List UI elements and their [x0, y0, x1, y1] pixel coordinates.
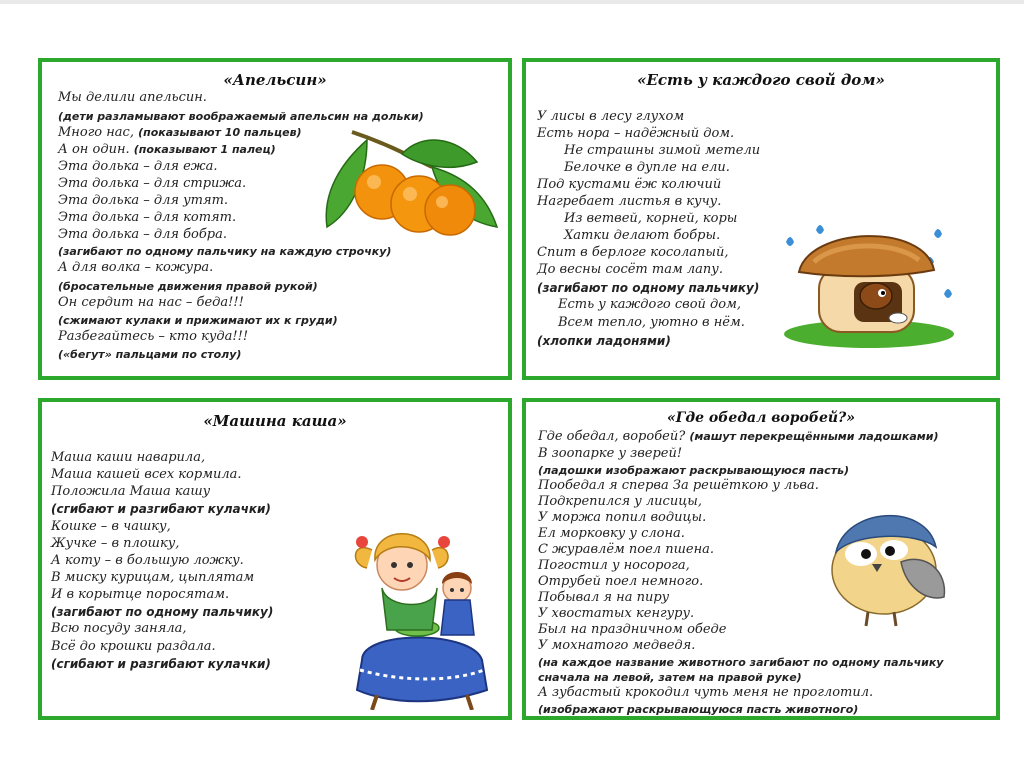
poem-line: Кошке – в чашку,: [51, 519, 171, 534]
poem-line: Разбегайтесь – кто куда!!!: [58, 329, 249, 344]
instruction-line: (хлопки ладонями): [537, 334, 671, 348]
poem-line: Он сердит на нас – беда!!!: [58, 295, 244, 310]
sparrow-illustration: [816, 492, 956, 632]
poem-line: Не страшны зимой метели: [564, 143, 761, 158]
poem-line: Эта долька – для котят.: [58, 210, 237, 225]
poem-line: У мохнатого медведя.: [538, 638, 696, 653]
poem-line: Отрубей поел немного.: [538, 574, 704, 589]
poem-line: Есть нора – надёжный дом.: [537, 126, 735, 141]
poem-line: Есть у каждого свой дом,: [558, 297, 742, 312]
instruction-line: (сгибают и разгибают кулачки): [51, 502, 271, 516]
poem-line: Эта долька – для ежа.: [58, 159, 218, 174]
card-orange: [38, 58, 512, 380]
poem-text: А он один.: [58, 142, 134, 157]
poem-line: Эта долька – для утят.: [58, 193, 229, 208]
poem-line: Был на праздничном обеде: [538, 622, 727, 637]
instruction-text: пальцами по столу): [115, 348, 242, 361]
instruction-line: (ладошки изображают раскрывающуюся пасть): [538, 464, 850, 477]
poem-line: Спит в берлоге косолапый,: [537, 245, 729, 260]
instruction-text: (показывают 1 палец): [133, 143, 276, 156]
poem-line: Белочке в дупле на ели.: [564, 160, 730, 175]
instruction-line: (дети разламывают воображаемый апельсин на дольки): [58, 110, 424, 123]
instruction-line: (загибают по одному пальчику): [537, 281, 760, 295]
instruction-line: (изображают раскрывающуюся пасть животного): [538, 703, 859, 716]
instruction-text: (показывают 10 пальцев): [138, 126, 302, 139]
top-strip: [0, 0, 1024, 4]
poem-line: В зоопарке у зверей!: [538, 446, 683, 461]
poem-line: В миску курицам, цыплятам: [51, 570, 255, 585]
card-title: «Есть у каждого свой дом»: [637, 71, 885, 89]
girl-feeding-doll-illustration: [342, 510, 502, 710]
poem-line: У моржа попил водицы.: [538, 510, 707, 525]
poem-line: Под кустами ёж колючий: [537, 177, 722, 192]
poem-line: А зубастый крокодил чуть меня не проглотил.: [538, 685, 874, 700]
poem-line: Мы делили апельсин.: [58, 90, 207, 105]
poem-line: Побывал я на пиру: [538, 590, 670, 605]
poem-line: У хвостатых кенгуру.: [538, 606, 695, 621]
poem-line: Нагребает листья в кучу.: [537, 194, 722, 209]
poem-line: Пообедал я сперва За решёткою у льва.: [538, 478, 819, 493]
instruction-line: сначала на левой, затем на правой руке): [538, 671, 802, 684]
instruction-line: (загибают по одному пальчику): [51, 605, 274, 619]
instruction-text: (машут перекрещёнными ладошками): [689, 430, 939, 443]
poem-line: [58, 125, 302, 140]
card-title: «Где обедал воробей?»: [666, 410, 856, 426]
instruction-line: (сжимают кулаки и прижимают их к груди): [58, 314, 338, 327]
poem-line: Ел морковку у слона.: [538, 526, 685, 541]
poem-line: Подкрепился у лисицы,: [538, 494, 702, 509]
poem-line: Маша кашей всех кормила.: [51, 467, 242, 482]
poem-text: Много нас,: [58, 125, 139, 140]
poem-line: Маша каши наварила,: [51, 450, 206, 465]
poem-line: До весны сосёт там лапу.: [537, 262, 723, 277]
poem-line: Положила Маша кашу: [51, 484, 211, 499]
poem-line: Хатки делают бобры.: [564, 228, 721, 243]
poem-line: А для волка – кожура.: [58, 260, 214, 275]
poem-line: У лисы в лесу глухом: [537, 109, 685, 124]
instruction-line: (сгибают и разгибают кулачки): [51, 657, 271, 671]
poem-text: Где обедал, воробей?: [538, 429, 690, 444]
poem-line: А коту – в большую ложку.: [51, 553, 244, 568]
instruction-line: (бросательные движения правой рукой): [58, 280, 318, 293]
poem-line: Всё до крошки раздала.: [51, 639, 216, 654]
card-title: «Машина каша»: [203, 412, 347, 430]
poem-line: Жучке – в плошку,: [51, 536, 180, 551]
mushroom-house-illustration: [774, 222, 974, 352]
poem-line: Погостил у носорога,: [538, 558, 690, 573]
poem-line: И в корытце поросятам.: [51, 587, 230, 602]
poem-line: С журавлём поел пшена.: [538, 542, 715, 557]
orange-branch-illustration: [282, 122, 502, 242]
poem-line: Всю посуду заняла,: [51, 621, 187, 636]
poem-line: Эта долька – для стрижа.: [58, 176, 247, 191]
card-home: [522, 58, 1000, 380]
poem-line: Всем тепло, уютно в нём.: [558, 315, 745, 330]
card-title: «Апельсин»: [223, 71, 327, 89]
poem-line: Эта долька – для бобра.: [58, 227, 228, 242]
instruction-line: [58, 347, 241, 362]
instruction-line: (на каждое название животного загибают по одному пальчику: [538, 656, 944, 669]
card-sparrow: [522, 398, 1000, 720]
poem-line: Из ветвей, корней, коры: [564, 211, 738, 226]
instruction-text: («бегут»: [58, 348, 116, 361]
instruction-line: (загибают по одному пальчику на каждую строчку): [58, 245, 392, 258]
poem-line: [58, 142, 276, 157]
card-masha-porridge: [38, 398, 512, 720]
poem-line: [538, 429, 939, 444]
